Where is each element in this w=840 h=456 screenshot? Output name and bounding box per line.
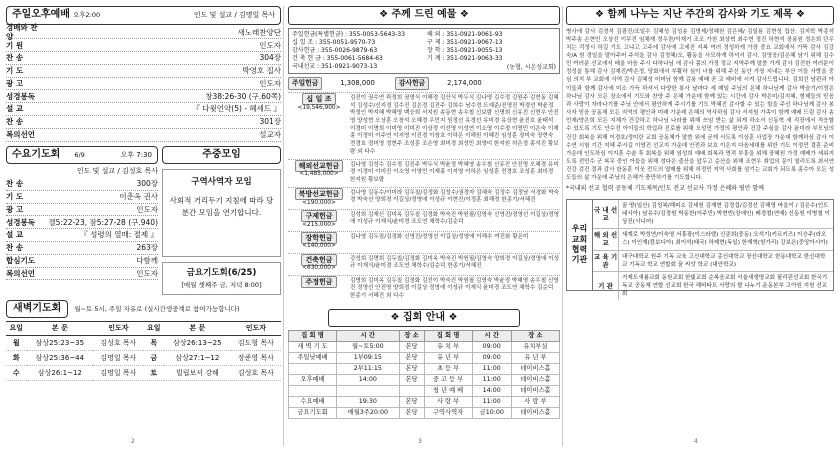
dawn-cell: 토	[143, 366, 164, 381]
meeting-row	[289, 342, 560, 353]
meeting-cell: 데이비스홀	[511, 364, 559, 375]
meeting-cell: 구역사역자	[424, 408, 472, 419]
order-row	[6, 268, 158, 281]
order-value: 『 성령의 열매: 절제 』	[80, 230, 158, 240]
order-item: 경배와 찬양	[6, 23, 38, 42]
page-number: 4	[694, 437, 698, 445]
order-row	[6, 216, 158, 229]
order-value: 새노래찬양단	[237, 27, 281, 37]
affiliate-row	[593, 229, 833, 250]
offering-names: 김진이 권수연 곽정희 권영식 이해경 김산식 박두식 김나영 김수정 김원주 김현동 김혜석 김성수/신지경 김수진 김은정 김진주 김희수 남수정 도예준/진영진 박경선 박윤정 박정인 박지혜 박혜영 백승희 서지원 송동현 송우철 신보람 신명희 신유진 신현우 안진영 양성현 오상훈 오창석 오혜경 우민지 원정선 유경선 유미경 유상현 윤진호 윤태석 이경미 이명희 이미영 이미진 이상경 이선영 이성연 이소영 이수정 이영민 이은숙 이재홍 이정미 이주연 이지영 이진경 이창호 이하은 이해원 이혜진 임성훈 장미숙 장현숙 전경호 정미영 정현주 조성훈 조은영 최미경 최성민 최영미 한지원 허은정 홍석진 황보람 외 다수	[350, 94, 559, 155]
order-row	[6, 191, 158, 204]
order-row	[6, 204, 158, 217]
accounts-left	[292, 31, 421, 72]
offering-row	[288, 187, 560, 209]
account-line: 해 외 : 351-0921-9061-93	[427, 30, 503, 38]
sunday-pm-title: 주일오후예배	[12, 9, 70, 20]
offering-amount: <630,000>	[302, 265, 336, 272]
order-item: 광 고	[6, 78, 24, 88]
order-row	[6, 242, 158, 255]
meeting-cell: 오후예배	[289, 375, 337, 386]
order-item: 설 교	[6, 230, 24, 240]
offering-row	[288, 253, 560, 275]
order-value: 창38:26-30 (구.60쪽)	[205, 91, 281, 101]
offering-row	[288, 231, 560, 253]
order-value: 인도자	[259, 78, 281, 88]
affiliates-box	[566, 199, 834, 297]
account-line: 장 학 : 351-0921-9055-13	[427, 46, 503, 54]
page-2	[6, 6, 281, 446]
affiliate-list: 세계로 박성연/이숙영 서흥광(이스라엘) 신준희(중동) 오석기(키르키즈) 이승주(라오스) 이인재(캄보디아) 최이석(태국) 하제현(독일) 한재혁(헝가리) 강보은(중앙아시아)	[622, 232, 828, 247]
order-item: 설 교	[6, 104, 24, 114]
order-row	[6, 23, 281, 42]
account-line: 건 축 헌 금 : 355-0061-5684-63	[292, 54, 383, 62]
sunday-offering-amount: 1,308,000	[340, 79, 375, 88]
prayer-text: 병사에 감사 김경석 김광진/조일수 김혜성 김성송 김명제/정혜원 김은혜/ 김일용 김현성 집산: 김지학 박종석 박주송 손현민 오상진 이무진 임채재 정우찬/이재기 조조 가천 최상혁 최수현 정진 하현석 장용원 정은희 단우 치는 걱정시 하길 기도 고냐고 고주에 감사에 고세진 지복 여러 정성하게 가장 중요 교회에서 가뜩 감사 김강숙/A 원 경일을 말아주어 주석을 감사 김정혜/오, 활동을 사모하게 하셔서 감사. 김영웅/김은혜 남기 위해 김수민 여러분 선교에서 배울 마음 주시 다하나님 에 감사 몸의 가정 정교 지역주께 말씀 가게 감사 김진한 여러분이 정성을 통해 감사 김재진/박은정, 당회에서 부활하 심이 너를 위해 주신 동안 가장 지내는 부산 이들 사랑을 중심 의지 부 교회에 사역 감사 김혜성 어머님 함께 김용 예배 곧 교 예비에 시켜 감사드립니다. 김희진 남편과 아이들과 함께 감사에 미소 가득 하셔서 다양한 봉사 날마다 세 매일 주님의 은혜 하나님께 감사 박슬기/이정은 하나님 감사 모든 장소에서 기도와 찬양 주 은혜 가운데 함께 있는 시간에 감사 박은미/김지혜, 형제들의 믿음과 사랑이 자라나기를 주님 안에서 평안하게 주시기를 기도 박혜진 감사할 수 있는 힘을 주신 하나님께 감사 봉사자 믿음 공동체 모든 지역의 평안과 미래 가운데 은혜의 역사하심 감사 서지원 가족이 함께 예배 드림 감사 송민재/양은희 모든 지체가 건강하고 하나님 나라를 위해 쓰임 받는 삶 되게 하소서 신동혁 새 직장에서 적응할 수 있도록 기도 안수진 아이들의 학업과 진로를 위해 오성민 가정의 평안과 건강 주심을 감사 윤미라 부모님의 건강 회복을 위해 이경호/정미란 교회 공동체가 말씀 위에 굳게 서도록 이상훈 사업장 가운데 함께하심 감사 이수연 시험 기간 지혜 주시길 이영진 선교지 가운데 안전과 보호 이은지 다음세대를 위한 기도 이정민 결혼 준비 가운데 인도하심 이지훈 수술 후 회복을 위해 임성희 예배 회복과 영적 부흥을 위해 장혜원 가정 예배가 세워지도록 전민수 군 복무 중인 아들을 위해 정다은 출산을 앞두고 순산을 위해 조현우 취업의 문이 열리도록 최서연 건강 검진 결과 감사 한동훈 이웃 전도의 열매를 위해 허정민 지역 사회를 섬기는 교회가 되도록 홍수아 모든 성도들의 삶 가운데 주님의 은혜가 충만하기를 기도합니다.	[566, 28, 834, 182]
dawn-col-header: 인도자	[231, 322, 281, 336]
offering-label-cell	[288, 162, 350, 185]
meeting-cell: 유치부실	[511, 342, 559, 353]
weekday-section	[162, 146, 281, 295]
wednesday-leader: 인도 및 설교 / 김성호 목사	[76, 167, 158, 176]
dawn-cell: 김성호 목사	[231, 366, 281, 381]
meeting-cell: 초 등 부	[424, 364, 472, 375]
offering-accounts	[288, 28, 560, 75]
order-value: 인도자	[259, 40, 281, 50]
order-item: 기 도	[6, 66, 24, 76]
order-item: 성경봉독	[6, 217, 35, 227]
meeting-cell: 데이비스홀	[511, 375, 559, 386]
affiliates-side-label: 우리교회 협력기관	[567, 200, 593, 290]
order-row	[6, 78, 281, 91]
offering-label-cell	[288, 95, 350, 157]
order-item: 광 고	[6, 204, 24, 214]
dawn-note: 월~토 5시, 주일 자유로 (실시간생중계로 참여가능합니다)	[74, 305, 240, 314]
order-value: 『 다윗언약(5) - 헤세드 』	[192, 104, 281, 114]
friday-prayer-box	[162, 262, 281, 295]
offering-names: 김나영 김성수 김수정 김진주 박두식 박윤정 박혜영 송우철 신유진 안진영 오혜경 유미경 이경미 이미진 이소영 이영민 이재홍 이지영 이하은 임성훈 전경호 조성훈 최미경 한지원 황보람	[350, 161, 559, 184]
offering-amount: <215,000>	[302, 221, 336, 228]
offering-type: 십 일 조	[302, 93, 335, 105]
affiliate-row	[593, 272, 833, 300]
order-row	[6, 103, 281, 116]
offering-row	[288, 159, 560, 187]
page-3	[288, 6, 560, 446]
meeting-row	[289, 364, 560, 375]
meeting-cell: 새 벽 기 도	[289, 342, 337, 353]
dawn-cell: 삼상27:1~12	[164, 351, 231, 366]
meeting-cell: 청 년 예 배	[424, 386, 472, 397]
dawn-col-header: 본 문	[27, 322, 94, 336]
order-value: 304장	[259, 53, 281, 63]
meeting-col-header: 시 간	[337, 331, 399, 342]
meeting-cell: 19:30	[337, 397, 399, 408]
offering-type: 구제헌금	[301, 210, 336, 222]
dawn-cell: 삼상26:1~12	[27, 366, 94, 381]
meeting-cell	[337, 386, 399, 397]
offering-row	[288, 275, 560, 303]
offering-names: 김명희 김미옥 김두칠 김정화 김진이 박숙진 박원필 김영숙 박윤정 박혜영 송우철 신영진 정영선 안진영 양희경 이길상 정영애 이성규 이재식 윤미경 조도연 채학수 김순덕 한종기 서혜진 외 다수	[350, 277, 559, 300]
affiliate-list: 꿈 땅(일산) 김성복/해피소 김세원 김재현 김정섭/김정선 김해영 마을이 / 김은수(인도네시아) 남유수/김정원 박동한(이주민) 박현빈(장애인) 배경철(연예) 신동원 이병철 이상진(시니어)	[622, 202, 830, 226]
affiliate-category: 해 외 선 교	[593, 229, 619, 249]
dawn-cell: 삼상25:23~35	[27, 336, 94, 351]
meeting-cell: 유 치 부	[424, 342, 472, 353]
offering-amount: <1,485,000>	[299, 171, 339, 178]
offering-names: 김나영 김두칠/김정화 신영진/정영선 이길상/정영애 이해수 여진화 황은미	[350, 233, 529, 240]
meeting-cell: 중 고 등 부	[424, 375, 472, 386]
meeting-cell: 데이비스홀	[511, 408, 559, 419]
friday-prayer-sub: [매월 셋째주 금, 저녁 8:00]	[181, 280, 262, 289]
account-line: 구 제 : 351-0921-9067-13	[427, 38, 503, 46]
meeting-cell: 본당	[399, 408, 424, 419]
meeting-cell: 금요기도회	[289, 408, 337, 419]
offering-summary	[288, 77, 560, 89]
wednesday-order	[6, 178, 158, 280]
wednesday-date: 6/9	[74, 150, 85, 159]
dawn-cell: 화	[6, 351, 27, 366]
meeting-cell: 유 년 부	[424, 353, 472, 364]
offering-amount: <140,000>	[302, 243, 336, 250]
dawn-cell: 목	[143, 336, 164, 351]
order-item: 복의선언	[6, 268, 35, 278]
account-line: 십 일 조 : 355-0051-9570-73	[292, 38, 376, 46]
order-row	[6, 65, 281, 78]
offering-label-cell	[288, 190, 350, 207]
dawn-cell: 월	[6, 336, 27, 351]
page-4	[566, 6, 834, 446]
affiliate-row	[593, 200, 833, 229]
weekday-title: 주중모임	[162, 146, 281, 165]
offering-list	[288, 92, 560, 303]
offering-amount: <190,000>	[302, 199, 336, 206]
dawn-header	[6, 300, 281, 319]
order-row	[6, 229, 158, 242]
dawn-col-header: 요일	[6, 322, 27, 336]
meeting-cell: 본당	[399, 397, 424, 408]
dawn-cell: 김명일 목사	[93, 366, 143, 381]
order-value: 다함께	[136, 255, 158, 265]
meeting-cell: 월~토5:00	[337, 342, 399, 353]
order-row	[6, 90, 281, 103]
order-item: 성경봉독	[6, 91, 35, 101]
dawn-cell: 김성호 목사	[93, 336, 143, 351]
order-value: 263장	[136, 243, 158, 253]
offering-type: 주정헌금	[301, 276, 336, 288]
dawn-cell: 장준영 목사	[231, 351, 281, 366]
dawn-cell: 삼상26:13~25	[164, 336, 231, 351]
meeting-cell: 본당	[399, 353, 424, 364]
offering-type: 장학헌금	[301, 232, 336, 244]
order-value: 이춘옥 권사	[119, 191, 158, 201]
dawn-cell: 빌립보서 강해	[164, 366, 231, 381]
meeting-row	[289, 375, 560, 386]
order-row	[6, 255, 158, 268]
order-row	[6, 116, 281, 129]
dawn-cell: 삼상25:36~44	[27, 351, 94, 366]
account-line: 기 계 : 351-0921-9063-33	[427, 54, 503, 62]
meeting-cell: 유 년 부	[511, 353, 559, 364]
meetings-table	[288, 330, 560, 419]
meeting-cell: 11:00	[472, 364, 511, 375]
friday-prayer-title: 금요기도회(6/25)	[186, 268, 257, 279]
affiliate-list: 거제도새봄교회 동원교회 한빛교회 순복음교회 서울새생명교회 필리핀선교회 한국기독교 공동체 연합 선교회 한국 해비타트 사랑의 쌀 나누기 운동본부 고아원 지원 선교회	[622, 274, 828, 297]
thanks-offering-amount: 2,174,000	[447, 79, 482, 88]
wednesday-header	[6, 146, 158, 165]
sunday-pm-time: 오후2:00	[72, 11, 101, 20]
affiliate-category: 기 관	[593, 272, 619, 300]
meetings-section	[288, 309, 560, 419]
accounts-right	[427, 31, 556, 72]
meeting-cell: 09:00	[472, 353, 511, 364]
affiliate-category: 국 내 선 교	[593, 200, 619, 228]
order-item: 기 원	[6, 40, 24, 50]
affiliate-list: 대구대학교 원주 기독 교육 고신대학교 총신대학교 장신대학교 한동대학교 한신대학교 기독교 학교 연합회 꿈 씨앗 학교 (대안학교)	[622, 253, 826, 268]
bank-name: (농협, 시온성교회)	[506, 63, 556, 71]
meeting-cell	[289, 386, 337, 397]
order-value: 설교자	[259, 130, 281, 140]
meeting-cell: 본당	[399, 364, 424, 375]
offering-row	[288, 92, 560, 159]
meeting-cell: 11:00	[472, 397, 511, 408]
dawn-col-header: 본 문	[164, 322, 231, 336]
dawn-col-header: 요일	[143, 322, 164, 336]
order-item: 복의선언	[6, 130, 35, 140]
dawn-col-header: 인도자	[93, 322, 143, 336]
offering-names: 강성희 김명희 김두칠/김정화 김미옥 박숙진 박원필/김영숙 양희경 이길상/정영애 이성규 이재식/윤미경 조도연 채학수/김순덕 한종기/서혜진	[350, 255, 560, 270]
offering-label-cell	[288, 278, 350, 301]
meeting-cell: 본당	[399, 375, 424, 386]
meeting-row	[289, 386, 560, 397]
midweek-row	[6, 146, 281, 295]
order-value: 301장	[259, 117, 281, 127]
offering-names: 김나영 김동수/이미라 김두칠/김정화 김성수/권경자 김혜숙 김정수 김정남 서경화 박숙경 박숙선 양희경 이길상/정영애 이성규 이현진/이정훈 최해정 한종기/서혜진	[350, 189, 560, 204]
order-row	[6, 39, 281, 52]
weekday-body	[162, 169, 281, 257]
weekday-body-text: 사회적 거리두기 지침에 따라 당분간 모임을 연기합니다.	[169, 195, 274, 217]
wednesday-section	[6, 146, 158, 295]
meeting-cell: 2부11:15	[337, 364, 399, 375]
meeting-cell: 09:00	[472, 342, 511, 353]
meeting-cell: 본당	[399, 342, 424, 353]
dawn-table	[6, 321, 281, 381]
meeting-col-header: 집 회 명	[424, 331, 472, 342]
order-item: 찬 송	[6, 53, 24, 63]
order-item: 찬 송	[6, 243, 24, 253]
order-item: 기 도	[6, 191, 24, 201]
order-row	[6, 129, 281, 142]
order-value: 인도자	[136, 204, 158, 214]
order-value: 300장	[136, 179, 158, 189]
dawn-cell: 김명일 목사	[93, 351, 143, 366]
thanks-offering-label: 감사헌금	[395, 77, 429, 89]
meeting-row	[289, 353, 560, 364]
order-item: 합심기도	[6, 255, 35, 265]
sunday-pm-header	[6, 6, 281, 25]
affiliates-grid	[593, 200, 833, 297]
meeting-cell: 사 랑 부	[424, 397, 472, 408]
meeting-col-header: 시 간	[472, 331, 511, 342]
offering-type: 건축헌금	[301, 254, 336, 266]
meeting-cell: 14:00	[337, 375, 399, 386]
meeting-cell: 11:00	[472, 375, 511, 386]
offering-type: 북방선교헌금	[295, 188, 344, 200]
meeting-cell: 1부09:15	[337, 353, 399, 364]
sunday-pm-order	[6, 23, 281, 142]
order-value: 박영호 집사	[242, 66, 281, 76]
order-row	[6, 178, 158, 191]
offering-row	[288, 209, 560, 231]
offering-label-cell	[288, 234, 350, 251]
meeting-cell: 금10:00	[472, 408, 511, 419]
meeting-cell: 사 랑 부	[511, 397, 559, 408]
meetings-title: ❖ 집회 안내 ❖	[328, 309, 520, 328]
meeting-cell	[399, 386, 424, 397]
meeting-row	[289, 397, 560, 408]
meeting-cell: 수요예배	[289, 397, 337, 408]
affiliate-category: 교 육 기 관	[593, 251, 619, 271]
offering-label-cell	[288, 256, 350, 273]
meeting-cell: 매월3주20:00	[337, 408, 399, 419]
order-row	[6, 52, 281, 65]
sunday-offering-label: 주일헌금	[288, 77, 322, 89]
meeting-col-header: 장 소	[399, 331, 424, 342]
account-line: 국내선교 : 351-0921-9073-13	[292, 62, 378, 70]
prayer-footer: *국내외 선교 협력 공동체 기도제목/인도 전교 선교사 가정 은혜와 평안 함께	[566, 185, 764, 193]
account-line: 주일헌금(특별헌금) : 355-0053-5643-33	[292, 30, 406, 38]
dawn-title: 새벽기도회	[6, 300, 68, 319]
dawn-cell: 금	[143, 351, 164, 366]
wednesday-title: 수요기도회	[12, 148, 61, 160]
meeting-col-header: 장 소	[511, 331, 559, 342]
dawn-row	[6, 366, 281, 381]
offering-type: 해외선교헌금	[295, 160, 344, 172]
dawn-cell: 김도형 목사	[231, 336, 281, 351]
dawn-row	[6, 336, 281, 351]
weekday-body-title: 구역사역자 모임	[191, 177, 252, 188]
account-line: 감사헌금 : 355-0026-9879-63	[292, 46, 378, 54]
offering-label-cell	[288, 212, 350, 229]
dawn-row	[6, 351, 281, 366]
meeting-cell	[289, 364, 337, 375]
offering-names: 김성희 김재신 김미옥 김두칠 김정화 박숙진 박원필/김영숙 신영진/정영선 이길상/정영애 이성규 이재식/윤미경 조도연 채학수/김순덕	[350, 211, 560, 226]
order-value: 인도자	[136, 268, 158, 278]
order-item: 찬 송	[6, 179, 24, 189]
meeting-row	[289, 408, 560, 419]
order-value: 겔5:22-23, 잠5:27-28 (구.940)	[48, 217, 158, 227]
page-number: 2	[131, 437, 135, 445]
sunday-pm-leader: 인도 및 설교 / 김명일 목사	[193, 10, 275, 19]
meeting-col-header: 집 회 명	[289, 331, 337, 342]
prayer-title: ❖ 함께 나누는 지난 주간의 감사와 기도 제목 ❖	[566, 6, 834, 25]
meeting-cell: 데이비스홀	[511, 386, 559, 397]
meeting-cell: 14:00	[472, 386, 511, 397]
order-item: 찬 송	[6, 117, 24, 127]
dawn-cell: 수	[6, 366, 27, 381]
wednesday-time: 오후 7:30	[120, 150, 152, 159]
page-number: 3	[418, 437, 422, 445]
offering-amount: <19,546,900>	[297, 104, 341, 111]
offering-title: ❖ 주께 드린 예물 ❖	[288, 6, 560, 25]
meeting-cell: 주일낮예배	[289, 353, 337, 364]
affiliate-row	[593, 251, 833, 272]
